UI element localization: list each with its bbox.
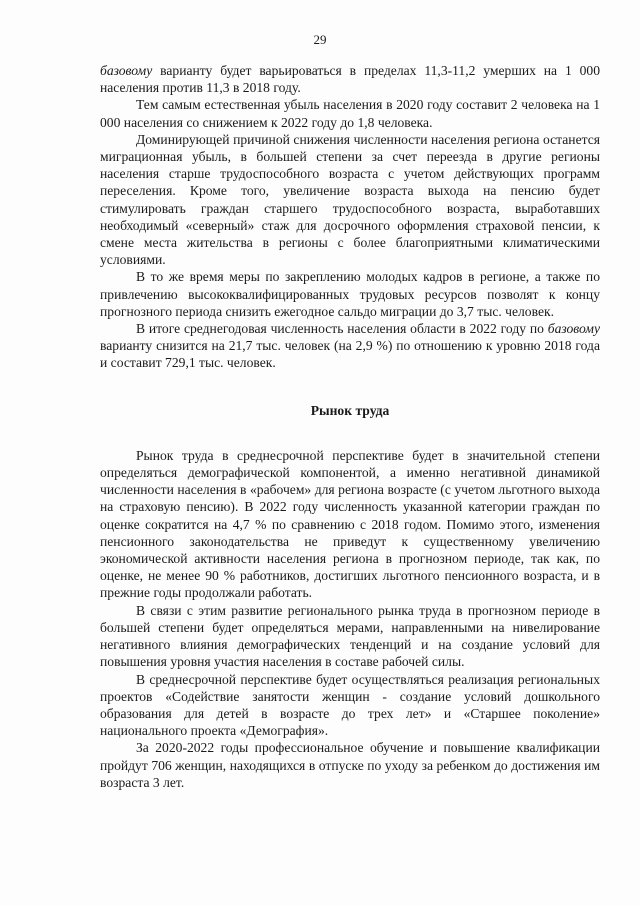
section-heading: Рынок труда [310,402,390,418]
paragraph-text: варианту снизится на 21,7 тыс. человек (на 2,9 %) по отношению к уровню 2018 года и составит 729,1 тыс. человек. [100,338,600,371]
paragraph-text: варианту будет варьироваться в пределах 11,3-11,2 умерших на 1 000 населения против 11,3 в 2018 году. [100,63,600,96]
paragraph: В среднесрочной перспективе будет осуществляться реализация региональных проектов «Содействие занятости женщин - создание условий дошкольного образования для детей в возрасте до трех лет» и «Старшее поколение» национального проекта «Демография». [100,671,600,739]
italic-term: базовому [100,63,153,78]
paragraph: Рынок труда в среднесрочной перспективе будет в значительной степени определяться демографической компонентой, а именно негативной динамикой численности населения в «рабочем» для региона возрасте (с учетом льготного выхода на страховую пенсию). В 2022 году численность указанной категории граждан по оценке сократится на 4,7 % по сравнению с 2018 годом. Помимо этого, изменения пенсионного законодательства не приведут к существенному увеличению экономической активности населения региона в прогнозном периоде, так как, по оценке, не менее 90 % работников, достигших льготного пенсионного возраста, и в прежние годы продолжали работать. [100,447,600,601]
document-body [100,62,600,791]
paragraph: За 2020-2022 годы профессиональное обучение и повышение квалификации пройдут 706 женщин, находящихся в отпуске по уходу за ребенком до достижения им возраста 3 лет. [100,740,600,790]
paragraph: В связи с этим развитие регионального рынка труда в прогнозном периоде в большей степени будет определяться мерами, направленными на нивелирование негативного влияния демографических тенденций и на создание условий для повышения уровня участия населения в составе рабочей силы. [100,602,600,670]
paragraph: Тем самым естественная убыль населения в 2020 году составит 2 человека на 1 000 населения со снижением к 2022 году до 1,8 человека. [100,97,600,130]
paragraph [100,62,600,96]
paragraph: Доминирующей причиной снижения численности населения региона останется миграционная убыль, в большей степени за счет переезда в другие регионы населения старше трудоспособного возраста с учетом действующих программ переселения. Кроме того, увеличение возраста выхода на пенсию будет стимулировать граждан старшего трудоспособного возраста, выработавших необходимый «северный» стаж для досрочного оформления страховой пенсии, к смене места жительства в регионы с более благоприятными климатическими условиями. [100,131,600,268]
paragraph [100,320,600,372]
page-number: 29 [313,32,327,47]
paragraph-text: В итоге среднегодовая численность населения области в 2022 году по [136,321,548,337]
italic-term: базовому [547,321,600,337]
paragraph: В то же время меры по закреплению молодых кадров в регионе, а также по привлечению высококвалифицированных трудовых ресурсов позволят к концу прогнозного периода снизить ежегодное сальдо миграции до 3,7 тыс. человек. [100,269,600,319]
